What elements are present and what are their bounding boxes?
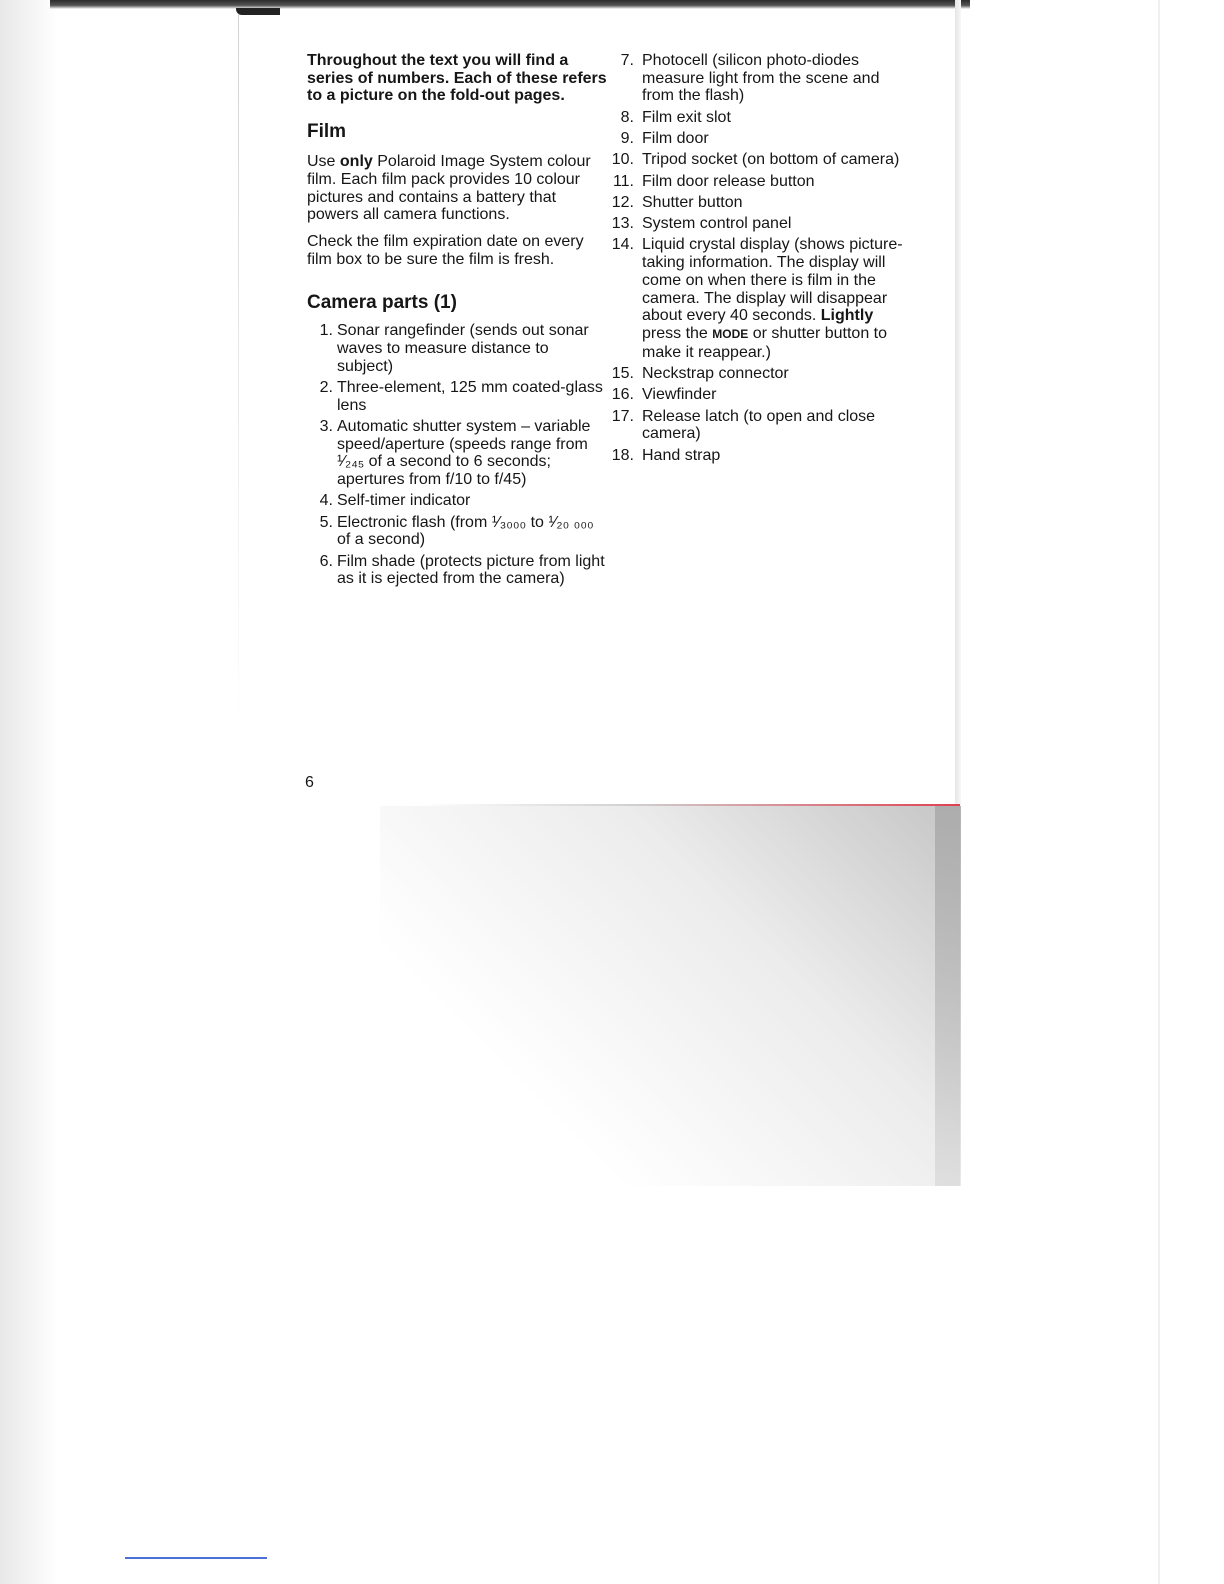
list-item: 10. Tripod socket (on bottom of camera) [611,151,900,169]
list-item: 14. Liquid crystal display (shows picture-taking information. The display will come on when there is film in the camera. The display will disappear about every 40 seconds. Lightly press the MODE or shutter button to make it reappear.) [611,236,903,361]
camera-parts-list-right [606,52,906,464]
list-item: 3. Automatic shutter system – variable speed/aperture (speeds range from ¹⁄₂₄₅ of a second to 6 seconds; apertures from f/10 to f/45) [319,418,591,489]
list-item: 16. Viewfinder [611,386,717,404]
page-left-edge [238,14,239,740]
list-item: 13. System control panel [611,215,792,233]
scan-shadow [380,806,960,1186]
film-paragraph-2: Check the film expiration date on every film box to be sure the film is fresh. [307,232,584,268]
scan-shadow-strip [935,806,961,1186]
page-number: 6 [305,774,314,791]
scan-top-edge [50,0,970,9]
list-item: 6. Film shade (protects picture from light as it is ejected from the camera) [319,552,605,588]
list-item: 11. Film door release button [612,172,815,190]
list-item: 8. Film exit slot [620,108,731,126]
list-item: 15. Neckstrap connector [611,365,789,382]
film-heading: Film [307,121,347,143]
list-item: 18. Hand strap [611,446,721,464]
list-item: 5. Electronic flash (from ¹⁄₃₀₀₀ to ¹⁄₂₀ ₀₀₀ of a second) [319,513,594,549]
page-bottom-edge [420,804,960,806]
scan-bottom-mark [125,1557,267,1559]
scan-left-shadow [0,0,58,1584]
film-paragraph-1: Use only Polaroid Image System colour film. Each film pack provides 10 colour pictures and contains a battery that powers all camera functions. [307,153,591,224]
list-item: 4. Self-timer indicator [319,492,471,510]
right-column [606,52,906,468]
mode-label: MODE [712,327,749,341]
list-item: 17. Release latch (to open and close camera) [611,407,876,443]
list-item: 1. Sonar rangefinder (sends out sonar waves to measure distance to subject) [319,322,589,375]
camera-parts-heading: Camera parts (1) [307,292,457,314]
list-item: 7. Photocell (silicon photo-diodes measure light from the scene and from the flash) [620,52,880,105]
list-item: 2. Three-element, 125 mm coated-glass lens [319,379,603,414]
list-item: 9. Film door [620,130,709,147]
intro-note: Throughout the text you will find a series of numbers. Each of these refers to a picture on the fold-out pages. [307,52,607,105]
scan-right-edge [1158,0,1160,1584]
left-column [307,52,607,592]
list-item: 12. Shutter button [611,193,743,211]
camera-parts-list-left [307,322,607,588]
scan-top-tab [236,8,280,15]
page-right-edge [955,0,961,805]
